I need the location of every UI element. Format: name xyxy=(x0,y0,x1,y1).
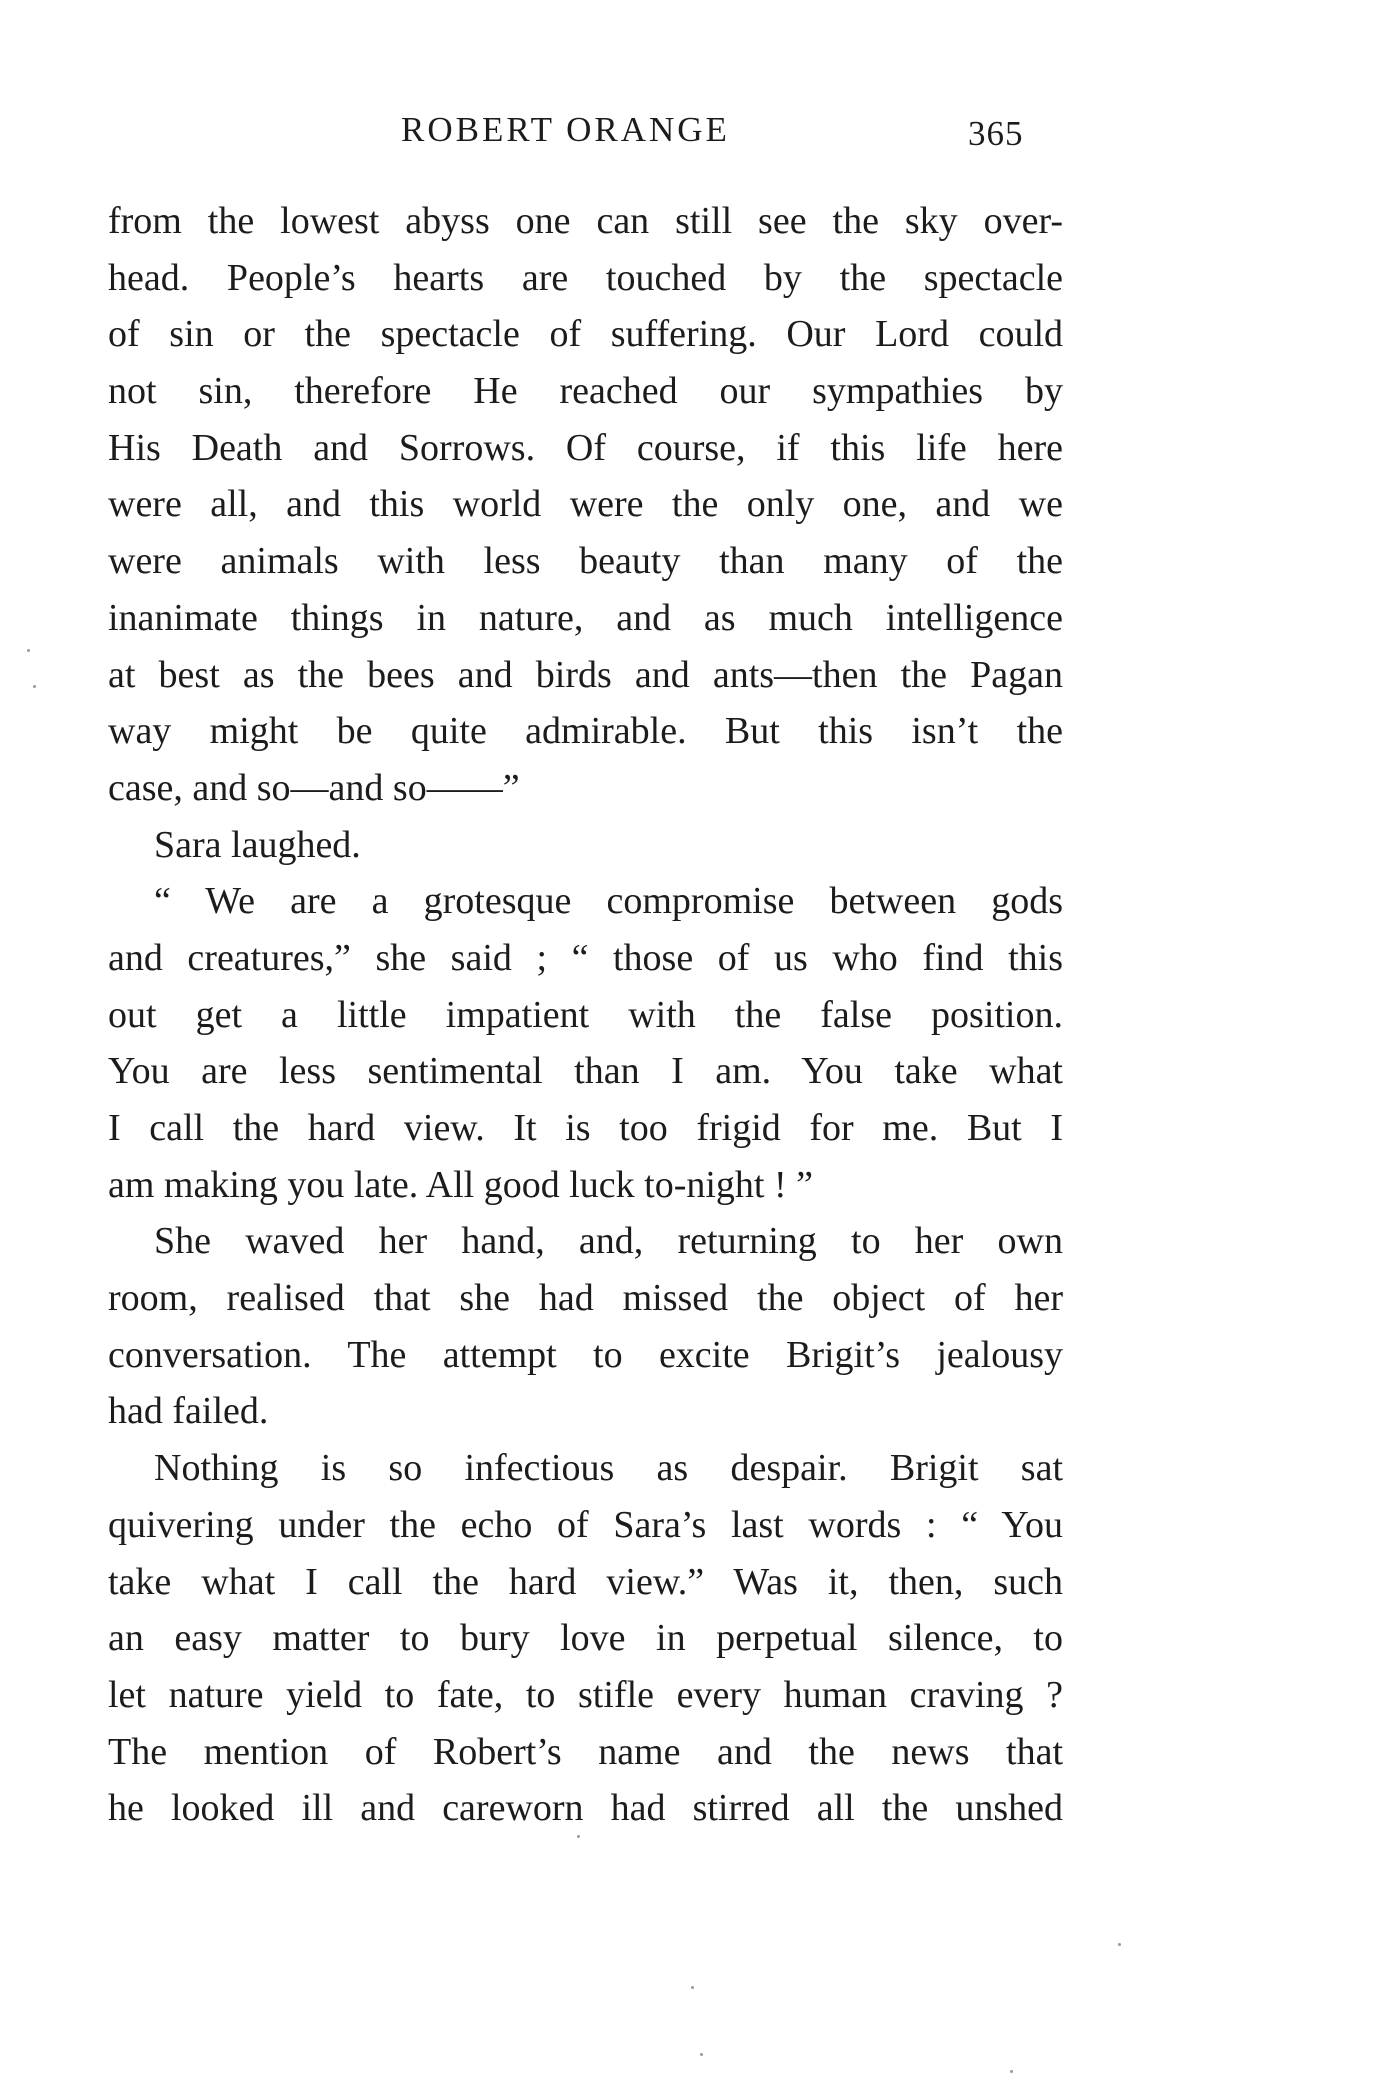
paper-speck xyxy=(27,649,30,652)
text-line: from the lowest abyss one can still see the sky over- xyxy=(108,200,1063,242)
text-line: head. People’s hearts are touched by the spectacle xyxy=(108,256,1063,299)
text-line: The mention of Robert’s name and the news that xyxy=(108,1730,1063,1773)
text-line: of sin or the spectacle of suffering. Our Lord could xyxy=(108,313,1063,356)
text-line: Nothing is so infectious as despair. Brigit sat xyxy=(154,1447,1063,1490)
text-line: an easy matter to bury love in perpetual silence, to xyxy=(108,1617,1063,1660)
text-line: Sara laughed. xyxy=(154,823,361,866)
text-line: His Death and Sorrows. Of course, if this life here xyxy=(108,426,1063,469)
text-line: he looked ill and careworn had stirred all the unshed xyxy=(108,1787,1063,1830)
text-line: out get a little impatient with the false position. xyxy=(108,993,1063,1036)
text-line: I call the hard view. It is too frigid for me. But I xyxy=(108,1107,1063,1149)
text-line: case, and so—and so——” xyxy=(108,766,520,809)
text-line: way might be quite admirable. But this isn’t the xyxy=(108,710,1063,753)
running-title: ROBERT ORANGE xyxy=(401,110,730,149)
paper-speck xyxy=(33,685,36,688)
text-line: take what I call the hard view.” Was it, then, such xyxy=(108,1560,1063,1603)
body-text xyxy=(108,193,1063,1837)
paper-speck xyxy=(700,2053,703,2056)
paper-speck xyxy=(691,1986,694,1989)
text-line: “ We are a grotesque compromise between gods xyxy=(154,880,1063,923)
paper-speck xyxy=(577,1835,580,1838)
text-line: and creatures,” she said ; “ those of us who find this xyxy=(108,936,1063,979)
paper-speck xyxy=(1010,2070,1013,2073)
text-line: inanimate things in nature, and as much intelligence xyxy=(108,596,1063,639)
text-line: room, realised that she had missed the object of her xyxy=(108,1277,1063,1320)
page-number: 365 xyxy=(968,114,1024,153)
text-line: She waved her hand, and, returning to her own xyxy=(154,1220,1063,1263)
text-line: let nature yield to fate, to stifle every human craving ? xyxy=(108,1673,1063,1716)
text-line: not sin, therefore He reached our sympathies by xyxy=(108,370,1063,413)
running-head xyxy=(0,100,1387,160)
text-line: had failed. xyxy=(108,1390,269,1433)
text-line: quivering under the echo of Sara’s last words : “ You xyxy=(108,1503,1063,1546)
text-line: were all, and this world were the only one, and we xyxy=(108,483,1063,526)
text-line: You are less sentimental than I am. You take what xyxy=(108,1050,1063,1093)
text-line: were animals with less beauty than many of the xyxy=(108,540,1063,583)
text-line: am making you late. All good luck to-night ! ” xyxy=(108,1163,813,1206)
text-line: conversation. The attempt to excite Brigit’s jealousy xyxy=(108,1333,1063,1376)
text-line: at best as the bees and birds and ants—then the Pagan xyxy=(108,653,1063,696)
paper-speck xyxy=(1118,1943,1121,1946)
